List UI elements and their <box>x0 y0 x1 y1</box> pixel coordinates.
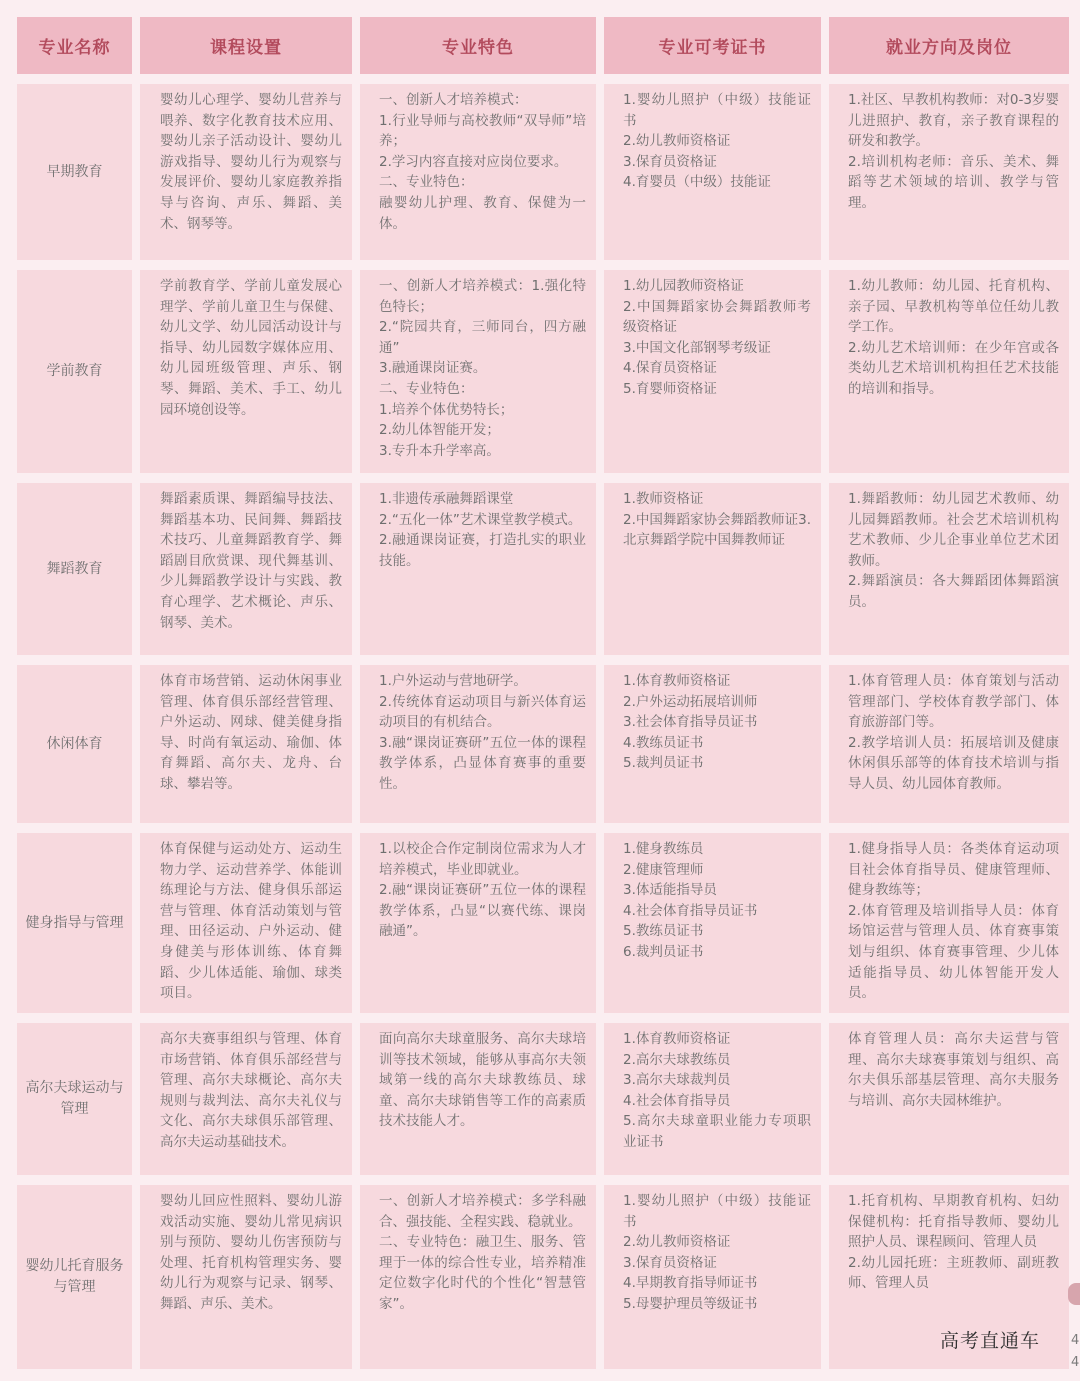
certificates-leisure-sports: 1.体育教师资格证 2.户外运动拓展培训师 3.社会体育指导员证书 4.教练员证书 5.裁判员证书 <box>604 665 821 823</box>
certificates-golf: 1.体育教师资格证 2.高尔夫球教练员 3.高尔夫球裁判员 4.社会体育指导员 5.高尔夫球童职业能力专项职业证书 <box>604 1023 821 1175</box>
careers-dance-education: 1.舞蹈教师：幼儿园艺术教师、幼儿园舞蹈教师。社会艺术培训机构艺术教师、少儿企事业单位艺术团教师。 2.舞蹈演员：各大舞蹈团体舞蹈演员。 <box>829 483 1069 655</box>
careers-early-education: 1.社区、早教机构教师：对0-3岁婴儿进照护、教育，亲子教育课程的研发和教学。 2.培训机构老师：音乐、美术、舞蹈等艺术领域的培训、教学与管理。 <box>829 84 1069 260</box>
features-leisure-sports: 1.户外运动与营地研学。 2.传统体育运动项目与新兴体育运动项目的有机结合。 3.融“课岗证赛研”五位一体的课程教学体系，凸显体育赛事的重要性。 <box>360 665 596 823</box>
major-name-early-education: 早期教育 <box>17 84 132 260</box>
careers-fitness-guidance: 1.健身指导人员：各类体育运动项目社会体育指导员、健康管理师、健身教练等； 2.体育管理及培训指导人员：体育场馆运营与管理人员、体育赛事策划与组织、体育赛事管理、少儿体适能指导员、幼儿体智能开发人员。 <box>829 833 1069 1013</box>
header-careers: 就业方向及岗位 <box>829 17 1069 74</box>
major-name-fitness-guidance: 健身指导与管理 <box>17 833 132 1013</box>
certificates-infant-care: 1.婴幼儿照护（中级）技能证书 2.幼儿教师资格证 3.保育员资格证 4.早期教育指导师证书 5.母婴护理员等级证书 <box>604 1185 821 1369</box>
major-name-preschool-education: 学前教育 <box>17 270 132 473</box>
courses-fitness-guidance: 体育保健与运动处方、运动生物力学、运动营养学、体能训练理论与方法、健身俱乐部运营与管理、体育活动策划与管理、田径运动、户外运动、健身健美与形体训练、体育舞蹈、少儿体适能、瑜伽、球类项目。 <box>140 833 352 1013</box>
careers-golf: 体育管理人员：高尔夫运营与管理、高尔夫球赛事策划与组织、高尔夫俱乐部基层管理、高尔夫服务与培训、高尔夫园林维护。 <box>829 1023 1069 1175</box>
header-major-name: 专业名称 <box>17 17 132 74</box>
courses-dance-education: 舞蹈素质课、舞蹈编导技法、舞蹈基本功、民间舞、舞蹈技术技巧、儿童舞蹈教育学、舞蹈剧目欣赏课、现代舞基训、少儿舞蹈教学设计与实践、教育心理学、艺术概论、声乐、钢琴、美术。 <box>140 483 352 655</box>
courses-leisure-sports: 体育市场营销、运动休闲事业管理、体育俱乐部经营管理、户外运动、网球、健美健身指导、时尚有氧运动、瑜伽、体育舞蹈、高尔夫、龙舟、台球、攀岩等。 <box>140 665 352 823</box>
courses-preschool-education: 学前教育学、学前儿童发展心理学、学前儿童卫生与保健、幼儿文学、幼儿园活动设计与指导、幼儿园数字媒体应用、幼儿园班级管理、声乐、钢琴、舞蹈、美术、手工、幼儿园环境创设等。 <box>140 270 352 473</box>
features-early-education: 一、创新人才培养模式： 1.行业导师与高校教师“双导师”培养； 2.学习内容直接对应岗位要求。 二、专业特色： 融婴幼儿护理、教育、保健为一体。 <box>360 84 596 260</box>
careers-leisure-sports: 1.体育管理人员：体育策划与活动管理部门、学校体育教学部门、体育旅游部门等。 2.教学培训人员：拓展培训及健康休闲俱乐部等的体育技术培训与指导人员、幼儿园体育教师。 <box>829 665 1069 823</box>
courses-golf: 高尔夫赛事组织与管理、体育市场营销、体育俱乐部经营与管理、高尔夫球概论、高尔夫规则与裁判法、高尔夫礼仪与文化、高尔夫球俱乐部管理、高尔夫运动基础技术。 <box>140 1023 352 1175</box>
features-infant-care: 一、创新人才培养模式：多学科融合、强技能、全程实践、稳就业。 二、专业特色：融卫生、服务、管理于一体的综合性专业，培养精准定位数字化时代的个性化“智慧管家”。 <box>360 1185 596 1369</box>
header-features: 专业特色 <box>360 17 596 74</box>
careers-infant-care: 1.托育机构、早期教育机构、妇幼保健机构：托育指导教师、婴幼儿照护人员、课程顾问、管理人员 2.幼儿园托班：主班教师、副班教师、管理人员 <box>829 1185 1069 1369</box>
major-name-dance-education: 舞蹈教育 <box>17 483 132 655</box>
courses-infant-care: 婴幼儿回应性照料、婴幼儿游戏活动实施、婴幼儿常见病识别与预防、婴幼儿伤害预防与处理、托育机构管理实务、婴幼儿行为观察与记录、钢琴、舞蹈、声乐、美术。 <box>140 1185 352 1369</box>
major-name-infant-care: 婴幼儿托育服务与管理 <box>17 1185 132 1369</box>
careers-preschool-education: 1.幼儿教师：幼儿园、托育机构、亲子园、早教机构等单位任幼儿教学工作。 2.幼儿艺术培训师：在少年宫或各类幼儿艺术培训机构担任艺术技能的培训和指导。 <box>829 270 1069 473</box>
features-fitness-guidance: 1.以校企合作定制岗位需求为人才培养模式，毕业即就业。 2.融“课岗证赛研”五位一体的课程教学体系，凸显“以赛代练、课岗融通”。 <box>360 833 596 1013</box>
major-name-leisure-sports: 休闲体育 <box>17 665 132 823</box>
certificates-early-education: 1.婴幼儿照护（中级）技能证书 2.幼儿教师资格证 3.保育员资格证 4.育婴员（中级）技能证 <box>604 84 821 260</box>
side-tab-marker <box>1068 1283 1080 1305</box>
watermark-text: 高考直通车 <box>940 1330 1041 1352</box>
certificates-dance-education: 1.教师资格证 2.中国舞蹈家协会舞蹈教师证3.北京舞蹈学院中国舞教师证 <box>604 483 821 655</box>
header-courses: 课程设置 <box>140 17 352 74</box>
major-name-golf: 高尔夫球运动与管理 <box>17 1023 132 1175</box>
features-preschool-education: 一、创新人才培养模式：1.强化特色特长； 2.“院园共育，三师同台，四方融通” 3.融通课岗证赛。 二、专业特色： 1.培养个体优势特长； 2.幼儿体智能开发； 3.专升本升学率高。 <box>360 270 596 473</box>
certificates-preschool-education: 1.幼儿园教师资格证 2.中国舞蹈家协会舞蹈教师考级资格证 3.中国文化部钢琴考级证 4.保育员资格证 5.育婴师资格证 <box>604 270 821 473</box>
courses-early-education: 婴幼儿心理学、婴幼儿营养与喂养、数字化教育技术应用、婴幼儿亲子活动设计、婴幼儿游戏指导、婴幼儿行为观察与发展评价、婴幼儿家庭教养指导与咨询、声乐、舞蹈、美术、钢琴等。 <box>140 84 352 260</box>
features-dance-education: 1.非遗传承融舞蹈课堂 2.“五化一体”艺术课堂教学模式。 2.融通课岗证赛，打造扎实的职业技能。 <box>360 483 596 655</box>
majors-table <box>17 17 1069 1369</box>
header-certificates: 专业可考证书 <box>604 17 821 74</box>
features-golf: 面向高尔夫球童服务、高尔夫球培训等技术领域，能够从事高尔夫领域第一线的高尔夫球教练员、球童、高尔夫球销售等工作的高素质技术技能人才。 <box>360 1023 596 1175</box>
side-page-digits: 4 4 <box>1071 1333 1080 1370</box>
certificates-fitness-guidance: 1.健身教练员 2.健康管理师 3.体适能指导员 4.社会体育指导员证书 5.教练员证书 6.裁判员证书 <box>604 833 821 1013</box>
